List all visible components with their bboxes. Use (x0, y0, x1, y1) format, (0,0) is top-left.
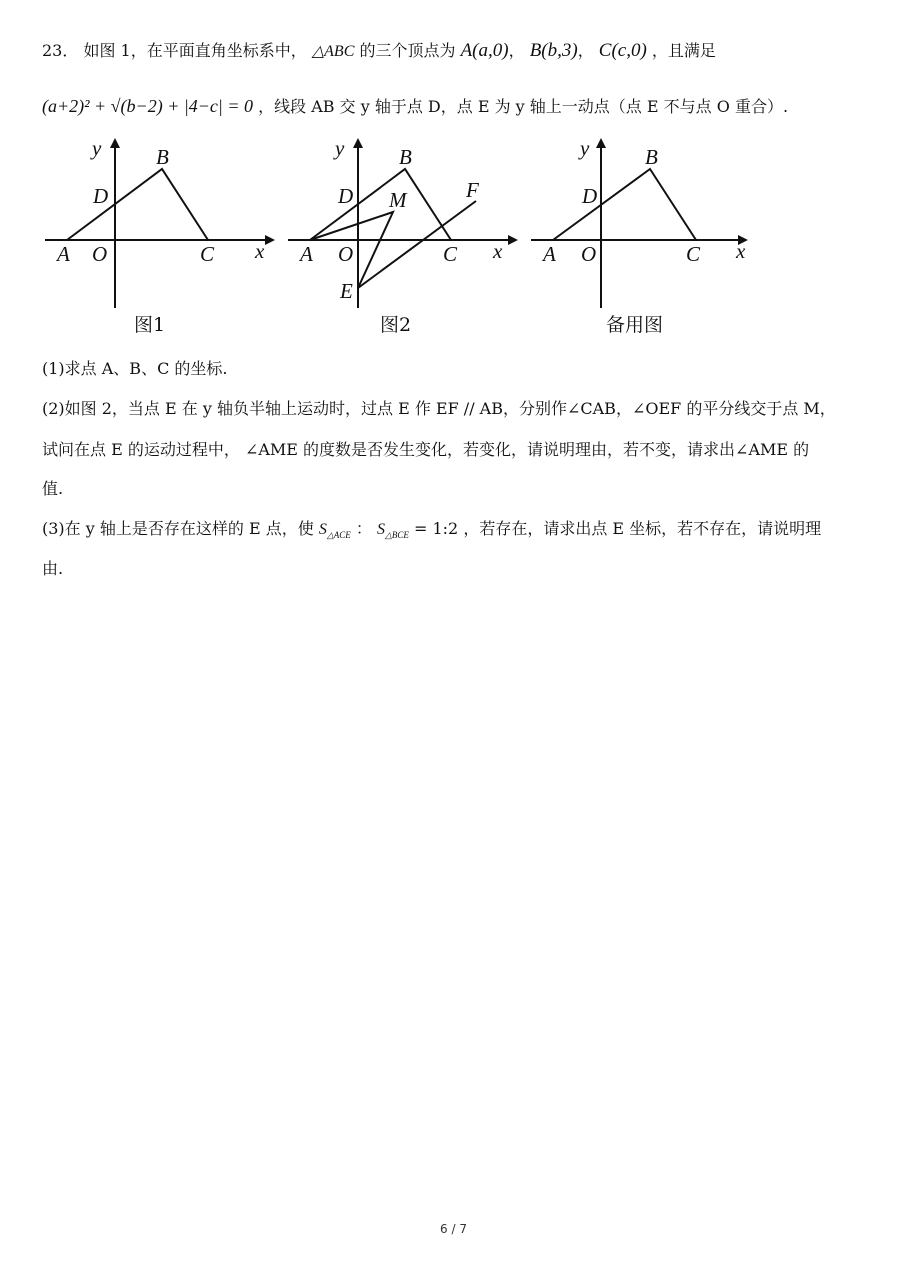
question-3-line-2: 由. (42, 559, 64, 578)
label-o: O (581, 242, 597, 266)
figure-spare-caption: 备用图 (606, 314, 664, 336)
area-symbol-2: S (376, 521, 385, 538)
problem-intro-2: 的三个顶点为 (359, 41, 456, 60)
label-x: x (493, 239, 503, 263)
label-y: y (580, 136, 590, 160)
y-axis-arrow (353, 138, 363, 148)
y-axis-arrow (110, 138, 120, 148)
problem-line-1: 23． 如图 1，在平面直角坐标系中， △ABC 的三个顶点为 A(a,0)， B(b,3)， C(c,0) ，且满足 (42, 40, 716, 61)
area-subscript-2: △BCE (384, 530, 409, 540)
label-o: O (338, 242, 354, 266)
ratio-colon: ： (355, 519, 372, 538)
triangle-abc-sides (310, 169, 451, 240)
line-ef (358, 201, 476, 288)
problem-intro-3: ，且满足 (651, 41, 716, 60)
figure-1-caption: 图1 (134, 314, 166, 336)
point-a: A(a,0) (460, 40, 509, 61)
question-3-rest: ，若存在，请求出点 E 坐标，若不存在，请说明理 (463, 519, 822, 538)
triangle-abc: △ABC (311, 43, 355, 60)
condition-rest: ，线段 AB 交 y 轴于点 D，点 E 为 y 轴上一动点（点 E 不与点 O 重合）. (258, 97, 789, 116)
label-f: F (466, 178, 479, 202)
label-x: x (736, 239, 746, 263)
question-1: (1)求点 A、B、C 的坐标. (42, 359, 228, 378)
label-y: y (335, 136, 345, 160)
label-o: O (92, 242, 108, 266)
label-d: D (338, 184, 354, 208)
label-x: x (255, 239, 265, 263)
label-b: B (156, 145, 169, 169)
area-symbol-1: S (318, 521, 327, 538)
label-a: A (57, 242, 70, 266)
triangle-abc-sides (67, 169, 208, 240)
figure-1 (40, 130, 280, 340)
question-2-line-1: (2)如图 2，当点 E 在 y 轴负半轴上运动时，过点 E 作 EF // AB，分别作∠CAB，∠OEF 的平分线交于点 M， (42, 399, 836, 418)
label-e: E (340, 279, 353, 303)
question-3-intro: (3)在 y 轴上是否存在这样的 E 点，使 (42, 519, 314, 538)
question-3-line-1 (42, 516, 821, 541)
label-a: A (300, 242, 313, 266)
x-axis-arrow (508, 235, 518, 245)
ratio-value: = 1:2 (413, 519, 459, 538)
question-2-line-3: 值. (42, 479, 64, 498)
x-axis-arrow (265, 235, 275, 245)
condition-equation: (a+2)² + √(b−2) + |4−c| = 0 (42, 96, 254, 116)
label-d: D (93, 184, 109, 208)
point-b: B(b,3) (529, 40, 578, 61)
label-a: A (543, 242, 556, 266)
figure-spare (526, 130, 766, 340)
y-axis-arrow (596, 138, 606, 148)
problem-line-2 (42, 94, 788, 117)
figure-2 (283, 130, 523, 340)
problem-number: 23． (42, 41, 79, 60)
label-c: C (686, 242, 701, 266)
question-2-line-2: 试问在点 E 的运动过程中， ∠AME 的度数是否发生变化，若变化，请说明理由，若不变，请求出∠AME 的 (42, 440, 810, 459)
point-c: C(c,0) (598, 40, 647, 61)
triangle-abc-sides (553, 169, 696, 240)
area-subscript-1: △ACE (326, 530, 351, 540)
problem-intro: 如图 1，在平面直角坐标系中， (83, 41, 307, 60)
label-d: D (582, 184, 598, 208)
label-b: B (399, 145, 412, 169)
label-y: y (92, 136, 102, 160)
label-b: B (645, 145, 658, 169)
label-c: C (200, 242, 215, 266)
figure-2-caption: 图2 (380, 314, 412, 336)
page-number: 6 / 7 (440, 1222, 467, 1236)
label-c: C (443, 242, 458, 266)
label-m: M (389, 188, 407, 212)
